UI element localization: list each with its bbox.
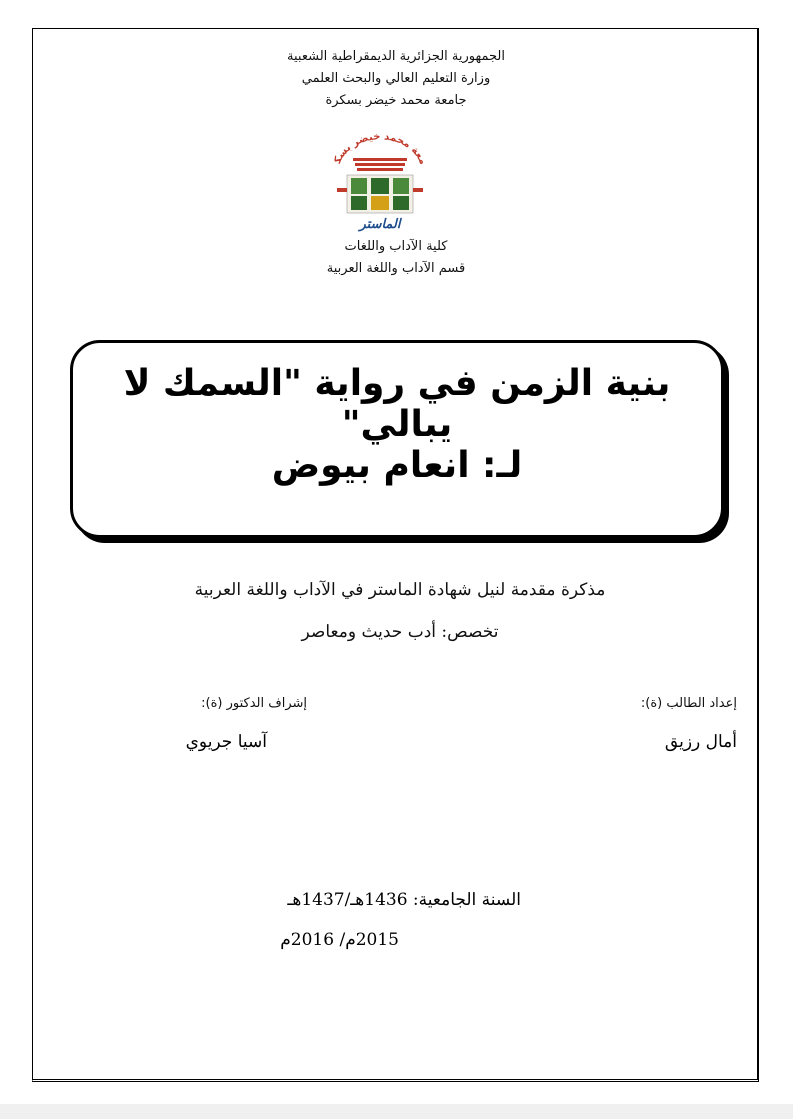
seal-arc-text: معة محمد خيضر بسك — [332, 131, 429, 167]
supervisor-name: آسيا جريوي — [185, 732, 267, 752]
thesis-author: لـ: انعام بيوض — [271, 445, 523, 486]
header-faculty: كلية الآداب واللغات — [344, 239, 448, 254]
thesis-purpose: مذكرة مقدمة لنيل شهادة الماستر في الآداب واللغة العربية — [194, 580, 606, 600]
supervisor-label: إشراف الدكتور (ة): — [201, 696, 307, 711]
header-ministry: وزارة التعليم العالي والبحث العلمي — [301, 71, 491, 86]
academic-year-gregorian: 2015م/ 2016م — [280, 930, 399, 950]
university-seal-graphic — [325, 128, 435, 232]
header-department: قسم الآداب واللغة العربية — [326, 261, 466, 276]
seal-stripes — [353, 158, 407, 171]
header-republic: الجمهورية الجزائرية الديمقراطية الشعبية — [287, 49, 505, 64]
university-seal-icon — [325, 128, 435, 232]
seal-emblem — [337, 175, 423, 213]
seal-bottom-text: الماستر — [359, 217, 401, 232]
student-name: أمال رزيق — [664, 732, 737, 752]
student-label: إعداد الطالب (ة): — [640, 696, 737, 711]
thesis-title: بنية الزمن في رواية "السمك لا يبالي" — [123, 363, 671, 445]
title-box — [70, 340, 724, 538]
thesis-specialty: تخصص: أدب حديث ومعاصر — [301, 622, 499, 642]
academic-year-hijri: السنة الجامعية: 1436هـ/1437هـ — [287, 890, 521, 910]
header-university: جامعة محمد خيضر بسكرة — [325, 93, 467, 108]
